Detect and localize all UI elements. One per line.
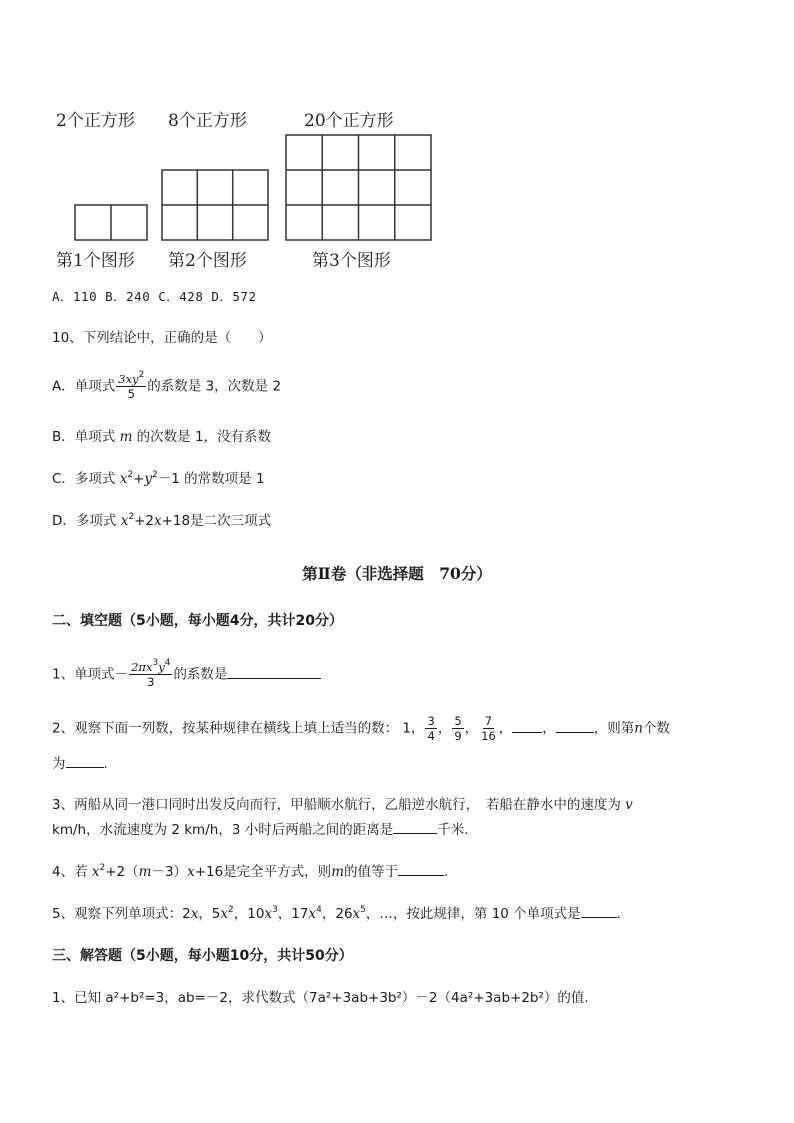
q10-a-suffix: 的系数是 3，次数是 2	[147, 378, 282, 395]
figure-bottom-label-3: 第3个图形	[312, 251, 391, 271]
solve-q1: 1、已知 a²+b²=3，ab=－2，求代数式（7a²+3ab+3b²）－2（4a²+3ab+2b²）的值.	[52, 990, 589, 1006]
section2-title: 二、填空题（5小题，每小题4分，共计20分）	[52, 613, 343, 629]
fill-q2: 2、观察下面一列数，按某种规律在横线上填上适当的数： 1， $\frac{3}{4}$ ， $\frac{5}{9}$ ， $\frac{7}{16}$ ， ， ，则第n个数	[52, 714, 670, 743]
figure-bottom-label-1: 第1个图形	[56, 251, 135, 271]
q9-options: A．110 B．240 C．428 D．572	[52, 289, 257, 304]
q10-b-var: m	[119, 429, 133, 445]
q10-option-b: B．单项式 m 的次数是 1，没有系数	[52, 429, 272, 445]
q10-option-c: C．多项式 $x^2+y^2-1$ 的常数项是 1	[52, 470, 265, 487]
fill-q5-blank[interactable]	[581, 905, 617, 918]
figure-top-label-2: 8个正方形	[168, 111, 247, 131]
fill-q5: 5、观察下列单项式：2x，$5x^2$，$10x^3$，$17x^4$，$26x^5$，…，按此规律，第 10 个单项式是 .	[52, 905, 621, 922]
q10-stem: 10、下列结论中，正确的是（ ）	[52, 330, 272, 346]
fill-q3: 3、两船从同一港口同时出发反向而行，甲船顺水航行，乙船逆水航行， 若船在静水中的速度为 v	[52, 797, 633, 813]
fill-q2-blank-2[interactable]	[556, 720, 594, 733]
fill-q2-line2: 为 .	[52, 756, 108, 772]
section3-title: 三、解答题（5小题，每小题10分，共计50分）	[52, 948, 353, 964]
fill-q3-line2: km/h，水流速度为 2 km/h，3 小时后两船之间的距离是 千米.	[52, 822, 469, 838]
fill-q4-blank[interactable]	[398, 863, 444, 876]
figure-top-label-3: 20个正方形	[304, 111, 394, 131]
figure-bottom-label-2: 第2个图形	[168, 251, 247, 271]
q10-a-prefix: A．单项式	[52, 378, 116, 395]
pattern-figure	[52, 100, 432, 280]
fill-q2-blank-1[interactable]	[512, 720, 542, 733]
fill-q2-blank-3[interactable]	[66, 755, 104, 768]
solve-q1-expr: a²+b²=3，ab=－2，求代数式（7a²+3ab+3b²）－2（4a²+3ab+2b²）的值.	[105, 990, 589, 1006]
fill-q4: 4、若 $x^2+2(m-3)x+16$是完全平方式，则m的值等于 .	[52, 863, 449, 880]
fill-q1-blank[interactable]	[227, 666, 321, 679]
q10-option-d: D．多项式 $x^2+2x+18$是二次三项式	[52, 512, 272, 529]
figure-top-label-1: 2个正方形	[56, 111, 135, 131]
part2-title: 第Ⅱ卷（非选择题 70分）	[302, 564, 492, 583]
fill-q1-fraction: $\frac{2\pi x^3y^4}{3}$	[131, 658, 171, 689]
q10-a-fraction: $\frac{3xy^2}{5}$	[118, 370, 145, 401]
q10-option-a	[52, 372, 281, 401]
fill-q3-blank[interactable]	[393, 821, 437, 834]
fill-q1: 1、单项式－ $\frac{2\pi x^3y^4}{3}$ 的系数是	[52, 660, 321, 689]
